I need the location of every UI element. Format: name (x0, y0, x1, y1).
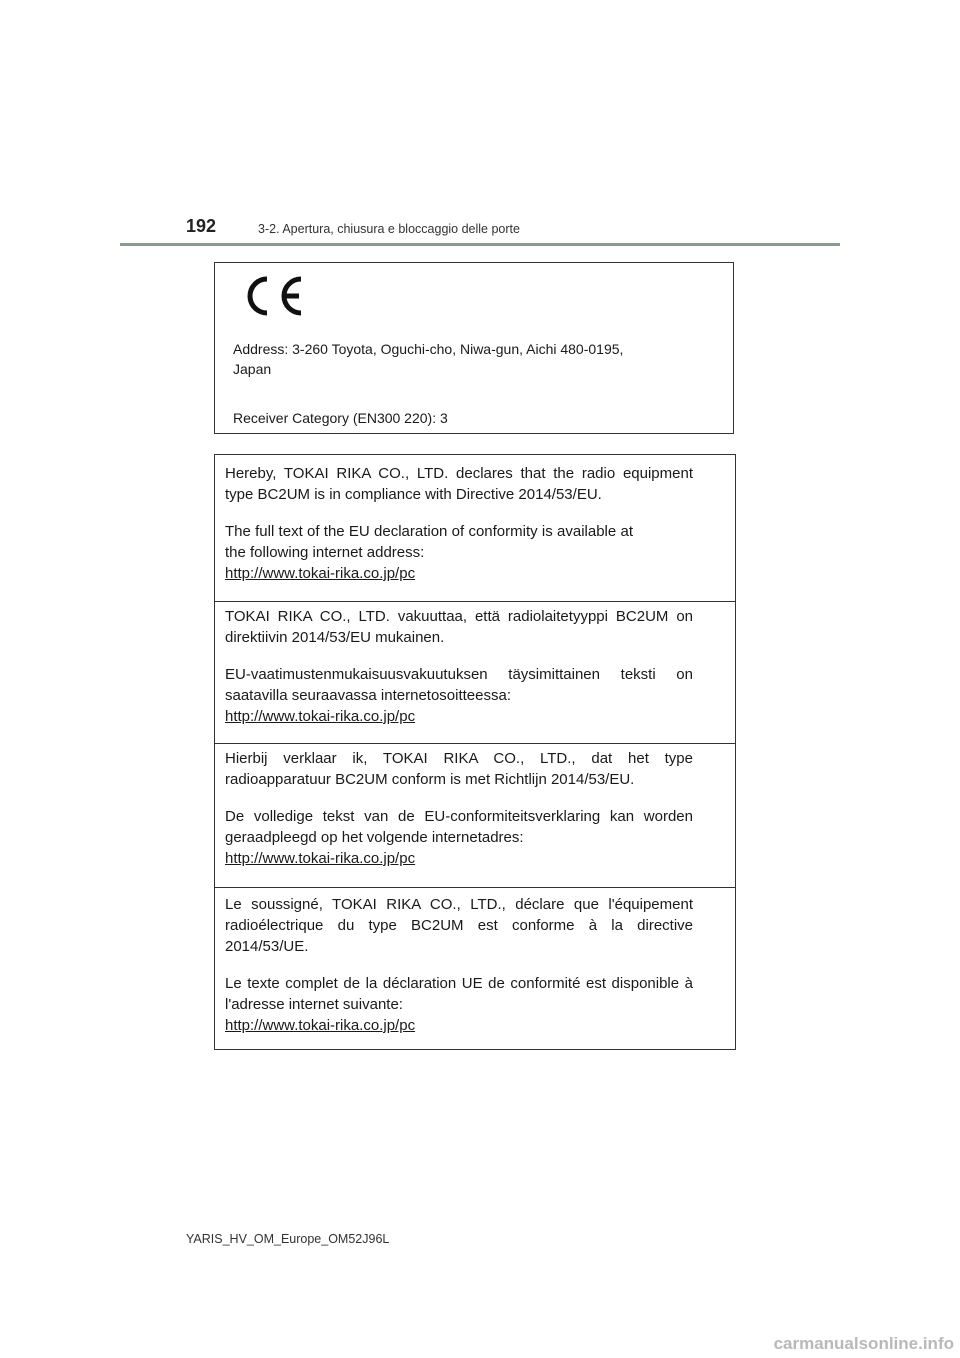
declaration-statement: Hereby, TOKAI RIKA CO., LTD. declares that the radio equipment type BC2UM is in compliance with Directive 2014/53/EU. (225, 465, 693, 503)
receiver-category: Receiver Category (EN300 220): 3 (233, 410, 448, 426)
ce-mark-icon (237, 275, 307, 317)
declaration-link[interactable]: http://www.tokai-rika.co.jp/pc (225, 565, 416, 582)
header-divider (120, 243, 840, 246)
document-code: YARIS_HV_OM_Europe_OM52J96L (186, 1232, 390, 1246)
declaration-statement: Le soussigné, TOKAI RIKA CO., LTD., déclare que l'équipement radioélectrique du type BC2UM est conforme à la directive 2014/53/UE. (225, 896, 693, 955)
declaration-availability: EU-vaatimustenmukaisuusvakuutuksen täysimittainen teksti on saatavilla seuraavassa internetosoitteessa: (225, 666, 693, 704)
ce-marking-box (214, 262, 734, 434)
declaration-link[interactable]: http://www.tokai-rika.co.jp/pc (225, 708, 416, 725)
declaration-dutch (215, 743, 735, 887)
declaration-finnish (215, 601, 735, 743)
watermark: carmanualsonline.info (773, 1334, 954, 1353)
address-line-1: Address: 3-260 Toyota, Oguchi-cho, Niwa-gun, Aichi 480-0195, (233, 341, 624, 357)
declaration-link[interactable]: http://www.tokai-rika.co.jp/pc (225, 850, 416, 867)
address-line-2: Japan (233, 361, 272, 377)
declaration-statement: TOKAI RIKA CO., LTD. vakuuttaa, että radiolaitetyyppi BC2UM on direktiivin 2014/53/EU mukainen. (225, 608, 693, 646)
declaration-french (215, 887, 735, 1049)
declaration-link[interactable]: http://www.tokai-rika.co.jp/pc (225, 1017, 416, 1034)
declaration-availability: The full text of the EU declaration of conformity is available at the following internet address: (225, 523, 633, 561)
declaration-availability: De volledige tekst van de EU-conformiteitsverklaring kan worden geraadpleegd op het volgende internetadres: (225, 808, 693, 846)
manufacturer-address (233, 339, 673, 379)
section-title: 3-2. Apertura, chiusura e bloccaggio delle porte (258, 222, 520, 236)
declaration-availability: Le texte complet de la déclaration UE de conformité est disponible à l'adresse internet suivante: (225, 975, 693, 1013)
declaration-statement: Hierbij verklaar ik, TOKAI RIKA CO., LTD., dat het type radioapparatuur BC2UM conform is met Richtlijn 2014/53/EU. (225, 750, 693, 788)
declarations-box (214, 454, 736, 1050)
declaration-english (215, 455, 735, 601)
page-number: 192 (186, 216, 217, 236)
